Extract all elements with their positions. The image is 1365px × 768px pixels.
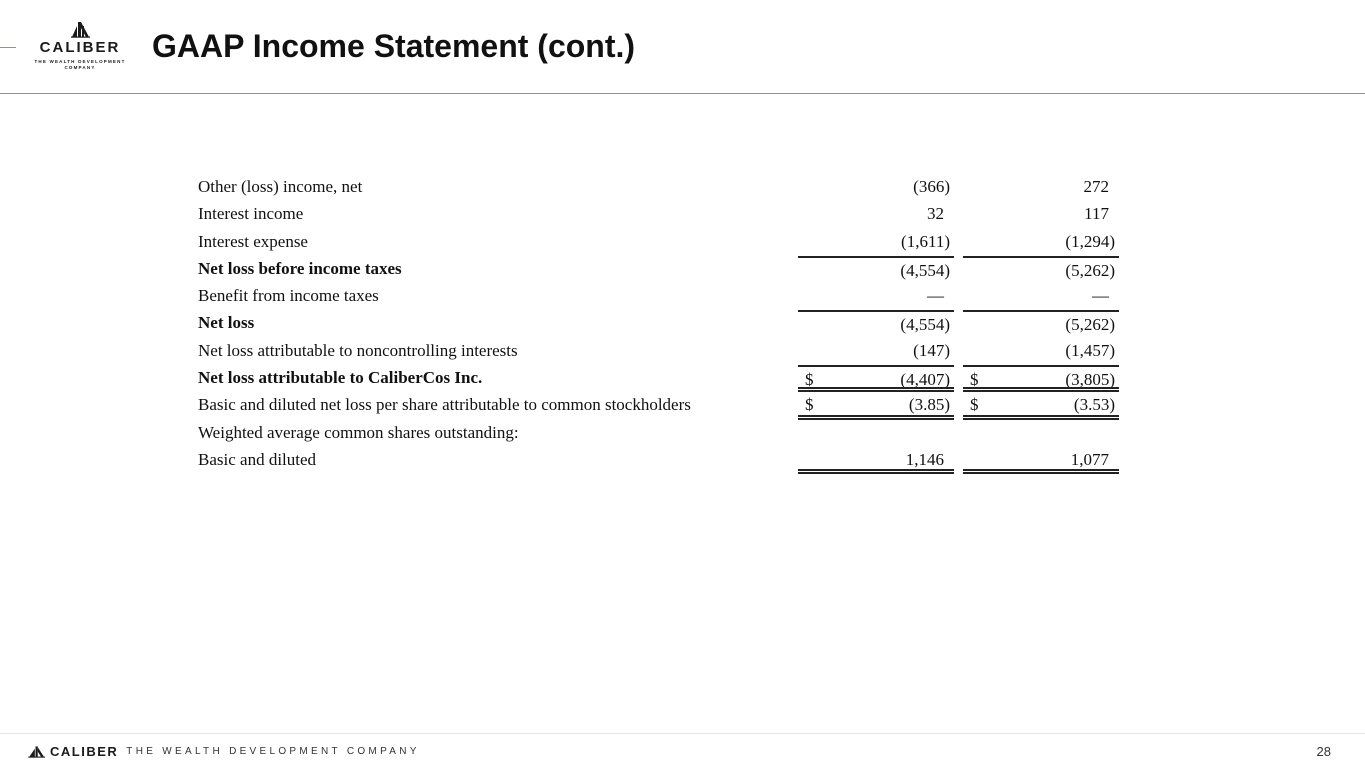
income-statement-table bbox=[198, 174, 1123, 474]
value-col-2: 272 bbox=[1083, 177, 1109, 196]
row-label: Benefit from income taxes bbox=[198, 286, 379, 306]
slide-footer bbox=[28, 743, 420, 759]
value-col-2: 1,077 bbox=[1070, 449, 1109, 469]
slide-header bbox=[0, 0, 1365, 94]
row-label: Interest income bbox=[198, 204, 304, 224]
value-col-1: (147) bbox=[913, 340, 950, 360]
page-title: GAAP Income Statement (cont.) bbox=[152, 28, 636, 64]
value-col-1: (3.85) bbox=[908, 395, 950, 415]
accent-line bbox=[0, 47, 16, 48]
page-number: 28 bbox=[1316, 744, 1331, 759]
statement-row-other-income bbox=[198, 174, 1123, 201]
currency-symbol: $ bbox=[970, 395, 979, 415]
logo-wordmark: CALIBER bbox=[39, 39, 121, 56]
value-col-2: 117 bbox=[1084, 204, 1109, 224]
row-label: Basic and diluted bbox=[198, 449, 317, 469]
statement-row-basic-diluted bbox=[198, 447, 1123, 474]
value-col-1: — bbox=[927, 286, 944, 306]
currency-symbol: $ bbox=[805, 370, 814, 390]
value-col-1: (366) bbox=[913, 177, 950, 196]
value-col-1: 1,146 bbox=[905, 449, 944, 469]
currency-symbol: $ bbox=[970, 370, 979, 390]
value-col-1: 32 bbox=[927, 204, 944, 224]
statement-row-net-loss bbox=[198, 310, 1123, 337]
caliber-building-icon bbox=[68, 20, 92, 38]
statement-row-interest-expense bbox=[198, 229, 1123, 256]
currency-symbol: $ bbox=[805, 395, 814, 415]
statement-row-loss-per-share bbox=[198, 392, 1123, 419]
footer-brand: CALIBER bbox=[50, 743, 119, 759]
row-label: Weighted average common shares outstanding: bbox=[198, 422, 519, 442]
value-col-2: (1,294) bbox=[1065, 231, 1115, 251]
row-label: Basic and diluted net loss per share attributable to common stockholders bbox=[198, 395, 691, 415]
value-col-2: (5,262) bbox=[1065, 315, 1115, 335]
statement-row-net-loss-before-taxes bbox=[198, 256, 1123, 283]
value-col-2: (3,805) bbox=[1065, 370, 1115, 390]
value-col-1: (4,554) bbox=[900, 260, 950, 280]
value-col-2: (3.53) bbox=[1073, 395, 1115, 415]
value-col-1: (1,611) bbox=[901, 231, 950, 251]
double-underline bbox=[798, 469, 954, 474]
statement-row-weighted-shares-heading bbox=[198, 420, 1123, 447]
row-label: Net loss attributable to noncontrolling interests bbox=[198, 340, 518, 360]
footer-divider bbox=[0, 733, 1365, 734]
row-label: Net loss bbox=[198, 313, 255, 333]
caliber-logo bbox=[22, 20, 138, 74]
header-divider bbox=[0, 93, 1365, 94]
statement-row-noncontrolling-interests bbox=[198, 338, 1123, 365]
logo-tagline: THE WEALTH DEVELOPMENT COMPANY bbox=[34, 59, 126, 70]
statement-row-interest-income bbox=[198, 201, 1123, 228]
double-underline bbox=[963, 469, 1119, 474]
row-label: Interest expense bbox=[198, 231, 308, 251]
statement-row-net-loss-caliber bbox=[198, 365, 1123, 392]
value-col-1: (4,554) bbox=[900, 315, 950, 335]
value-col-2: (5,262) bbox=[1065, 260, 1115, 280]
row-label: Net loss attributable to CaliberCos Inc. bbox=[198, 368, 483, 388]
row-label: Other (loss) income, net bbox=[198, 177, 363, 196]
footer-tagline: THE WEALTH DEVELOPMENT COMPANY bbox=[126, 745, 420, 757]
value-col-1: (4,407) bbox=[900, 370, 950, 390]
statement-row-benefit-from-taxes bbox=[198, 283, 1123, 310]
row-label: Net loss before income taxes bbox=[198, 258, 402, 278]
value-col-2: — bbox=[1092, 286, 1109, 306]
caliber-building-icon bbox=[28, 745, 46, 758]
value-col-2: (1,457) bbox=[1065, 340, 1115, 360]
